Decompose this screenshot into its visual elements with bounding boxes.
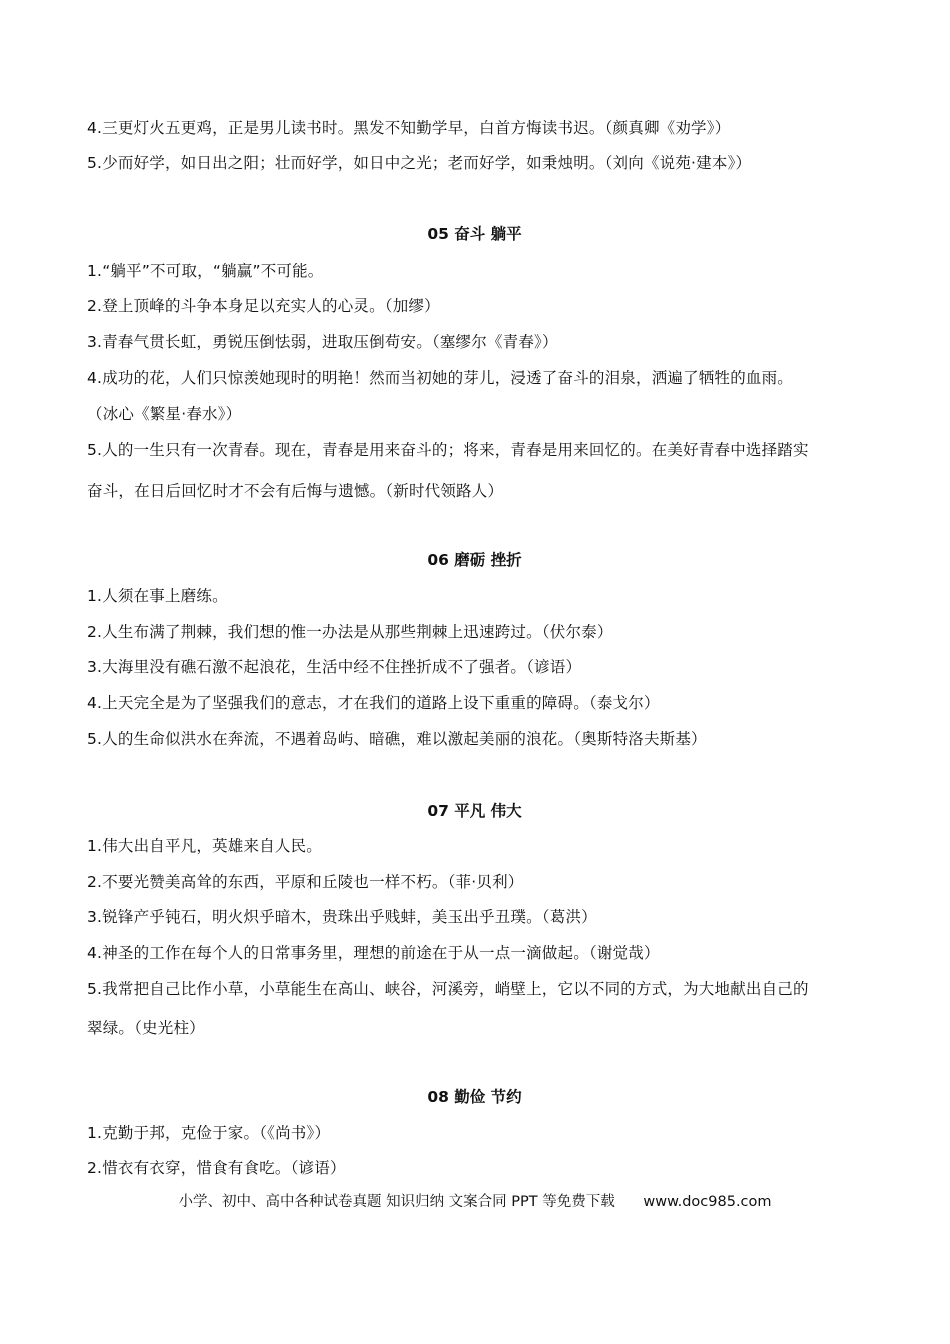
section-heading: 08 勤俭 节约 <box>427 1088 522 1106</box>
quote-line: 4.三更灯火五更鸡，正是男儿读书时。黑发不知勤学早，白首方悔读书迟。（颜真卿《劝学》） <box>87 119 731 137</box>
quote-line: 4.上天完全是为了坚强我们的意志，才在我们的道路上设下重重的障碍。（泰戈尔） <box>87 694 660 712</box>
quote-line: 3.锐锋产乎钝石，明火炽乎暗木，贵珠出乎贱蚌，美玉出乎丑璞。（葛洪） <box>87 908 597 926</box>
quote-line: 2.登上顶峰的斗争本身足以充实人的心灵。（加缪） <box>87 297 440 315</box>
quote-line: （冰心《繁星·春水》） <box>87 405 242 423</box>
quote-line: 1.伟大出自平凡，英雄来自人民。 <box>87 837 322 855</box>
footer-link[interactable]: www.doc985.com <box>643 1194 772 1210</box>
quote-line: 2.不要光赞美高耸的东西，平原和丘陵也一样不朽。（菲·贝利） <box>87 873 524 891</box>
quote-line: 1.人须在事上磨练。 <box>87 587 228 605</box>
quote-line: 5.少而好学，如日出之阳；壮而好学，如日中之光；老而好学，如秉烛明。（刘向《说苑·建本》） <box>87 154 752 172</box>
quote-line: 1.克勤于邦，克俭于家。（《尚书》） <box>87 1124 331 1142</box>
quote-line: 5.我常把自己比作小草，小草能生在高山、峡谷，河溪旁，峭壁上，它以不同的方式，为大地献出自己的 <box>87 980 809 998</box>
quote-line: 4.神圣的工作在每个人的日常事务里，理想的前途在于从一点一滴做起。（谢觉哉） <box>87 944 660 962</box>
quote-line: 翠绿。（史光柱） <box>87 1019 205 1037</box>
quote-line: 5.人的生命似洪水在奔流，不遇着岛屿、暗礁，难以激起美丽的浪花。（奥斯特洛夫斯基） <box>87 730 707 748</box>
quote-line: 2.人生布满了荆棘，我们想的惟一办法是从那些荆棘上迅速跨过。（伏尔泰） <box>87 623 613 641</box>
section-heading: 07 平凡 伟大 <box>427 802 522 820</box>
quote-line: 4.成功的花，人们只惊羡她现时的明艳！然而当初她的芽儿，浸透了奋斗的泪泉，洒遍了牺牲的血雨。 <box>87 369 793 387</box>
quote-line: 奋斗，在日后回忆时才不会有后悔与遗憾。（新时代领路人） <box>87 482 504 500</box>
footer-text: 小学、初中、高中各种试卷真题 知识归纳 文案合同 PPT 等免费下载 <box>178 1194 615 1210</box>
section-heading: 06 磨砺 挫折 <box>427 551 522 569</box>
quote-line: 3.青春气贯长虹，勇锐压倒怯弱，进取压倒苟安。（塞缪尔《青春》） <box>87 333 558 351</box>
quote-line: 5.人的一生只有一次青春。现在，青春是用来奋斗的；将来，青春是用来回忆的。在美好青春中选择踏实 <box>87 441 809 459</box>
quote-line: 2.惜衣有衣穿，惜食有食吃。（谚语） <box>87 1159 346 1177</box>
quote-line: 1.“躺平”不可取，“躺赢”不可能。 <box>87 262 324 280</box>
quote-line: 3.大海里没有礁石激不起浪花，生活中经不住挫折成不了强者。（谚语） <box>87 658 582 676</box>
section-heading: 05 奋斗 躺平 <box>427 225 522 243</box>
page-footer <box>0 1192 950 1212</box>
